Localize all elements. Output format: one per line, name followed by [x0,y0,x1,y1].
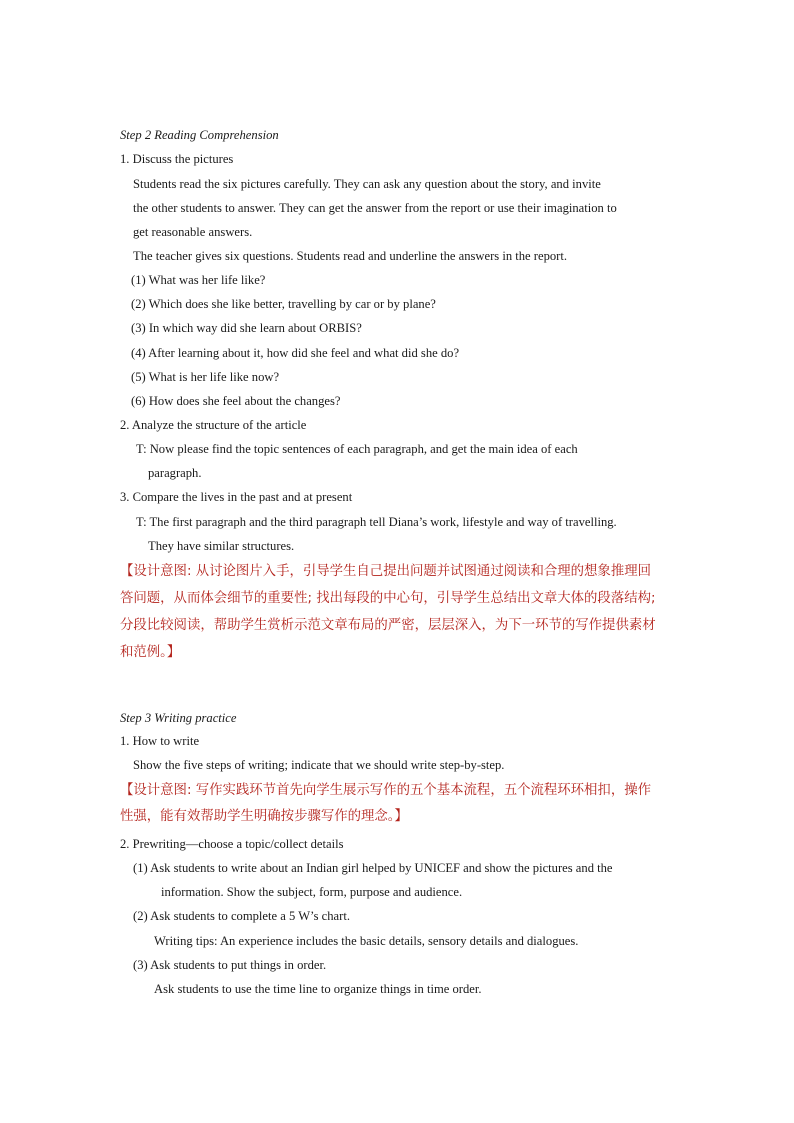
teacher-line-1: T: Now please find the topic sentences of each paragraph, and get the main idea of each [136,442,578,456]
prewriting-item-3: (3) Ask students to put things in order. [133,958,327,972]
writing-tips: Writing tips: An experience includes the basic details, sensory details and dialogues. [154,934,579,948]
question-6: (6) How does she feel about the changes? [131,394,341,408]
teacher-line-2-cont: They have similar structures. [148,539,295,553]
design-intent-2-line-1: 【设计意图: 写作实践环节首先向学生展示写作的五个基本流程，五个流程环环相扣，操作 [120,783,651,798]
step3-section-2-title: 2. Prewriting—choose a topic/collect details [120,837,344,851]
prewriting-item-1: (1) Ask students to write about an Indian girl helped by UNICEF and show the pictures and the [133,861,613,875]
prewriting-item-2: (2) Ask students to complete a 5 W’s chart. [133,909,350,923]
teacher-line-2: T: The first paragraph and the third paragraph tell Diana’s work, lifestyle and way of travelling. [136,515,617,529]
step3-section-1-title: 1. How to write [120,734,200,748]
step2-heading: Step 2 Reading Comprehension [120,128,279,142]
question-4: (4) After learning about it, how did she feel and what did she do? [131,346,460,360]
question-2: (2) Which does she like better, travelling by car or by plane? [131,297,436,311]
step2-para-line-2: the other students to answer. They can get the answer from the report or use their imagination to [133,201,617,215]
prewriting-item-1-cont: information. Show the subject, form, purpose and audience. [161,885,463,899]
step2-para-line-3: get reasonable answers. [133,225,253,239]
step2-section-3-title: 3. Compare the lives in the past and at present [120,490,353,504]
step3-heading: Step 3 Writing practice [120,711,237,725]
step2-section-2-title: 2. Analyze the structure of the article [120,418,307,432]
question-3: (3) In which way did she learn about ORBIS? [131,321,362,335]
step2-section-1-title: 1. Discuss the pictures [120,152,234,166]
prewriting-item-3-cont: Ask students to use the time line to organize things in time order. [154,982,482,996]
design-intent-1-line-3: 分段比较阅读，帮助学生赏析示范文章布局的严密，层层深入，为下一环节的写作提供素材 [120,618,656,633]
question-5: (5) What is her life like now? [131,370,280,384]
design-intent-1-line-2: 答问题，从而体会细节的重要性; 找出每段的中心句，引导学生总结出文章大体的段落结构; [120,591,656,606]
design-intent-1-line-4: 和范例。】 [120,645,181,660]
step2-para-line-1: Students read the six pictures carefully. They can ask any question about the story, and invite [133,177,601,191]
step2-para-line-4: The teacher gives six questions. Students read and underline the answers in the report. [133,249,568,263]
question-1: (1) What was her life like? [131,273,266,287]
teacher-line-1-cont: paragraph. [148,466,202,480]
step3-para-line-1: Show the five steps of writing; indicate that we should write step-by-step. [133,758,505,772]
design-intent-2-line-2: 性强，能有效帮助学生明确按步骤写作的理念。】 [120,809,408,824]
design-intent-1-line-1: 【设计意图: 从讨论图片入手，引导学生自己提出问题并试图通过阅读和合理的想象推理回 [120,564,651,579]
